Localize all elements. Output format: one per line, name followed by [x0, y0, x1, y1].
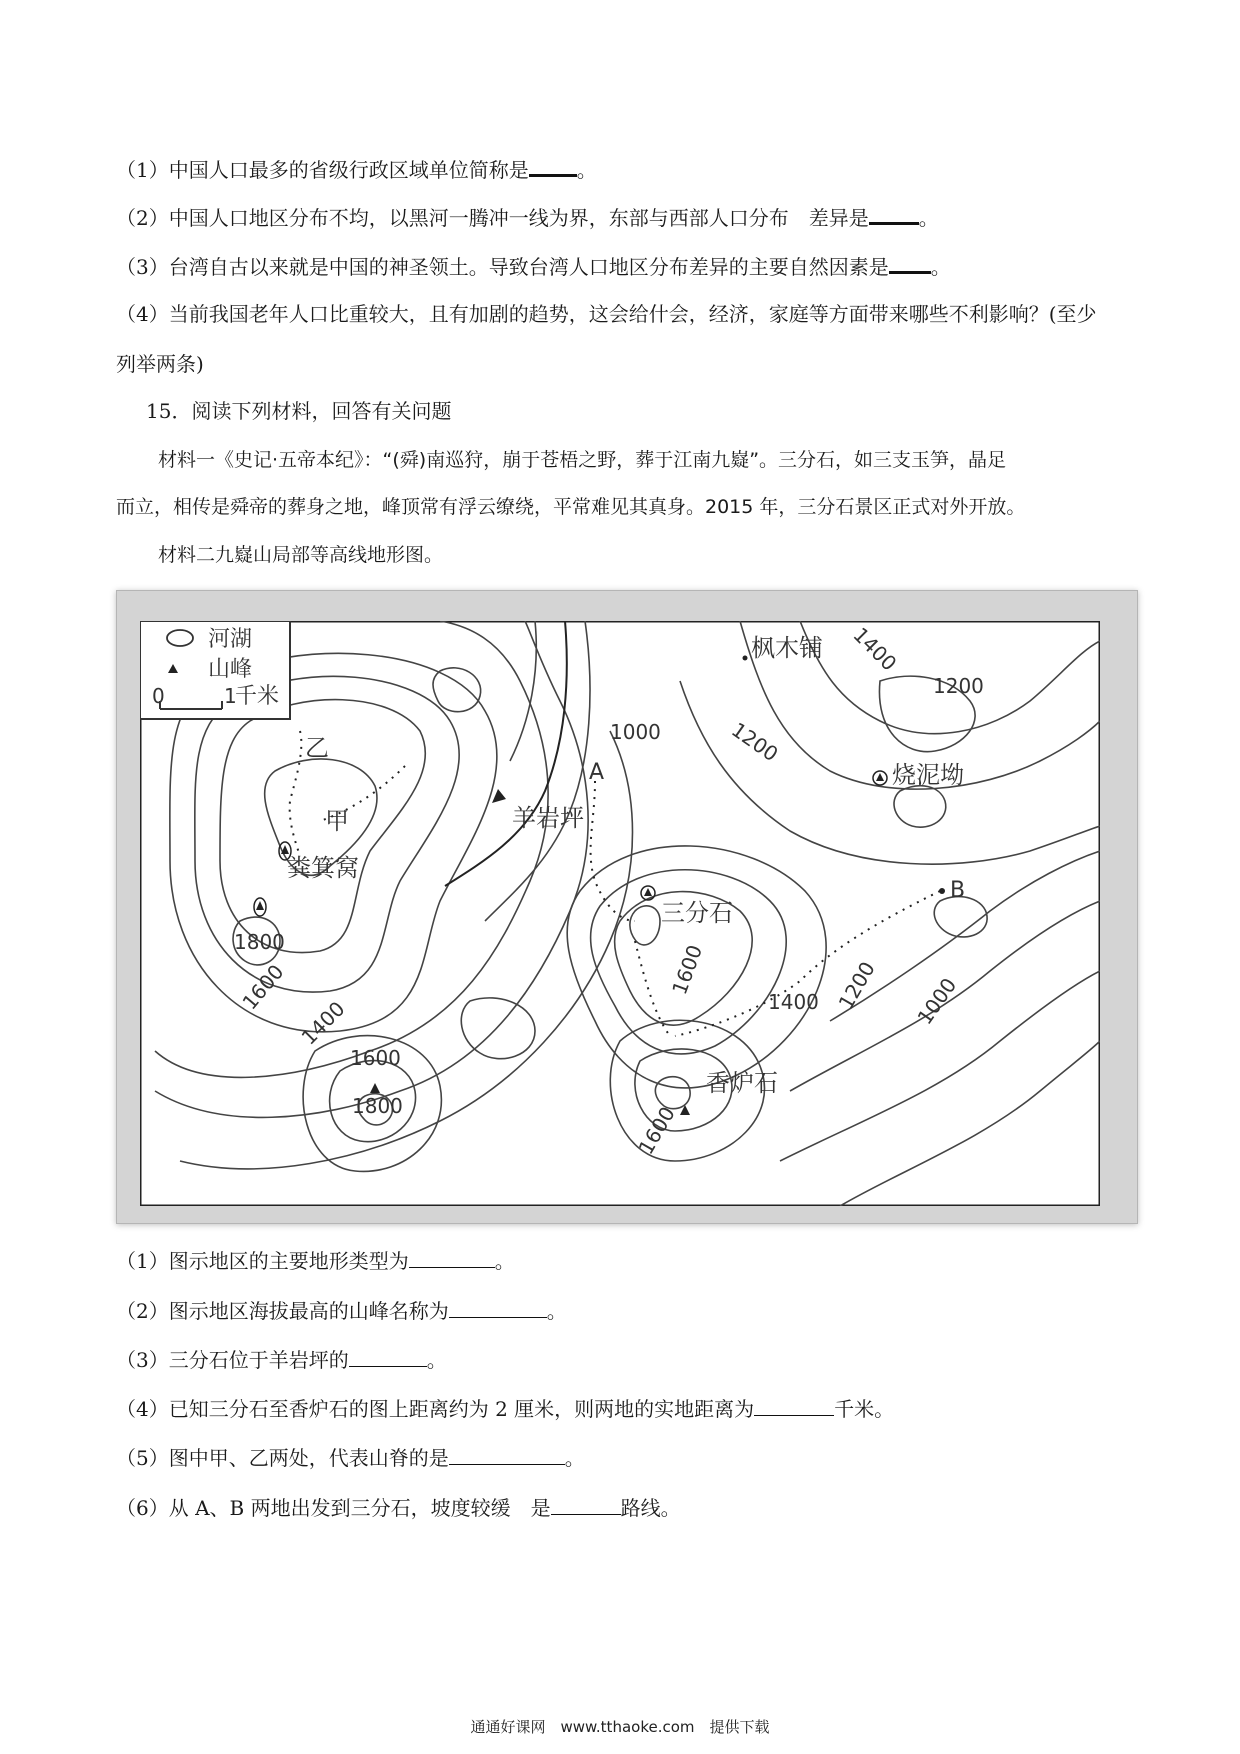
contour-label-1400-top: 1400 — [848, 622, 902, 676]
q15-part2 — [116, 1297, 567, 1325]
label-jia: 甲 — [325, 807, 349, 835]
contour-label-1600-xianglushi: 1600 — [633, 1102, 680, 1159]
contour-label-1400-left: 1400 — [296, 996, 350, 1050]
q15-part2-text: （2）图示地区海拔最高的山峰名称为 — [116, 1299, 449, 1323]
answer-blank[interactable] — [889, 251, 931, 274]
place-jibeiwo: 粪箕窝 — [287, 854, 359, 882]
q15-part4 — [116, 1395, 894, 1423]
place-yangyanping: 羊岩坪 — [512, 804, 584, 832]
contour-label-1600-left: 1600 — [237, 959, 289, 1015]
q14-part4-line2: 列举两条) — [116, 352, 204, 376]
contour-map — [140, 621, 1100, 1206]
contour-map-frame — [116, 590, 1138, 1224]
contour-label-1800-left: 1800 — [234, 930, 285, 954]
q15-part5-text: （5）图中甲、乙两处，代表山脊的是 — [116, 1446, 449, 1470]
point-a: A — [589, 760, 605, 785]
contour-label-1200-mid: 1200 — [727, 717, 783, 767]
contour-label-1600-sanfenshi: 1600 — [667, 941, 708, 998]
place-xianglushi: 香炉石 — [706, 1069, 778, 1097]
q15-title: 15．阅读下列材料，回答有关问题 — [146, 399, 452, 423]
q15-part6 — [116, 1494, 681, 1522]
q15-part3-text: （3）三分石位于羊岩坪的 — [116, 1348, 349, 1372]
q15-part6-text: （6）从 A、B 两地出发到三分石，坡度较缓 是 — [116, 1496, 551, 1520]
q14-part4-line1: （4）当前我国老年人口比重较大，且有加剧的趋势，这会给什会，经济，家庭等方面带来哪些不利影响？(至少 — [116, 302, 1097, 326]
contour-label-1400-right: 1400 — [768, 990, 819, 1014]
answer-blank[interactable] — [449, 1297, 547, 1318]
q14-part2 — [116, 202, 939, 232]
point-b: B — [950, 878, 966, 903]
q15-part6-tail: 路线。 — [620, 1496, 681, 1520]
q15-part1-text: （1）图示地区的主要地形类型为 — [116, 1249, 409, 1273]
page-footer[interactable]: 通通好课网 www.tthaoke.com 提供下载 — [470, 1718, 770, 1736]
scale-unit: 千米 — [235, 684, 280, 709]
q14-part1 — [116, 154, 597, 184]
contour-label-1800-bottom: 1800 — [352, 1094, 403, 1118]
q15-part3-tail: 。 — [426, 1348, 447, 1372]
scale-one: 1 — [224, 684, 237, 708]
label-yi: 乙 — [305, 734, 329, 762]
contour-label-1600-bottom: 1600 — [350, 1046, 401, 1070]
answer-blank[interactable] — [529, 154, 577, 177]
q14-part2-text: （2）中国人口地区分布不均，以黑河一腾冲一线为界，东部与西部人口分布 差异是 — [116, 206, 869, 230]
place-sanfenshi: 三分石 — [661, 899, 733, 927]
contour-label-1000-right: 1000 — [912, 973, 962, 1029]
answer-blank[interactable] — [754, 1395, 834, 1416]
q14-part3 — [116, 251, 951, 281]
contour-label-1000-center: 1000 — [610, 720, 661, 744]
contour-label-1200-right: 1200 — [933, 674, 984, 698]
q15-part3 — [116, 1346, 447, 1374]
answer-blank[interactable] — [551, 1494, 621, 1515]
q15-part4-tail: 千米。 — [834, 1397, 895, 1421]
material-two: 材料二九嶷山局部等高线地形图。 — [158, 544, 444, 566]
legend-river-lake-label: 河湖 — [208, 627, 253, 652]
q14-part3-text: （3）台湾自古以来就是中国的神圣领土。导致台湾人口地区分布差异的主要自然因素是 — [116, 255, 889, 279]
legend-peak-label: 山峰 — [208, 657, 253, 682]
place-fengmupu: 枫木铺 — [751, 634, 823, 662]
contour-label-1200-lower: 1200 — [833, 957, 880, 1014]
material-one-line2: 而立，相传是舜帝的葬身之地，峰顶常有浮云缭绕，平常难见其真身。2015 年，三分石景区正式对外开放。 — [116, 496, 1026, 518]
answer-blank[interactable] — [869, 202, 919, 225]
q15-part4-text: （4）已知三分石至香炉石的图上距离约为 2 厘米，则两地的实地距离为 — [116, 1397, 755, 1421]
q15-part5 — [116, 1444, 585, 1472]
q14-part2-tail: 。 — [918, 206, 939, 230]
place-shaoniwan: 烧泥坳 — [892, 761, 964, 789]
q14-part1-text: （1）中国人口最多的省级行政区域单位简称是 — [116, 158, 529, 182]
answer-blank[interactable] — [409, 1247, 495, 1268]
q15-part2-tail: 。 — [546, 1299, 567, 1323]
q14-part1-tail: 。 — [576, 158, 597, 182]
answer-blank[interactable] — [349, 1346, 427, 1367]
q14-part3-tail: 。 — [930, 255, 951, 279]
q15-part1 — [116, 1247, 515, 1275]
q15-part1-tail: 。 — [494, 1249, 515, 1273]
answer-blank[interactable] — [449, 1444, 565, 1465]
material-one-line1: 材料一《史记·五帝本纪》：“(舜)南巡狩，崩于苍梧之野，葬于江南九嶷”。三分石，如三支玉笋，晶足 — [158, 449, 1007, 471]
q15-part5-tail: 。 — [564, 1446, 585, 1470]
scale-zero: 0 — [152, 684, 165, 708]
